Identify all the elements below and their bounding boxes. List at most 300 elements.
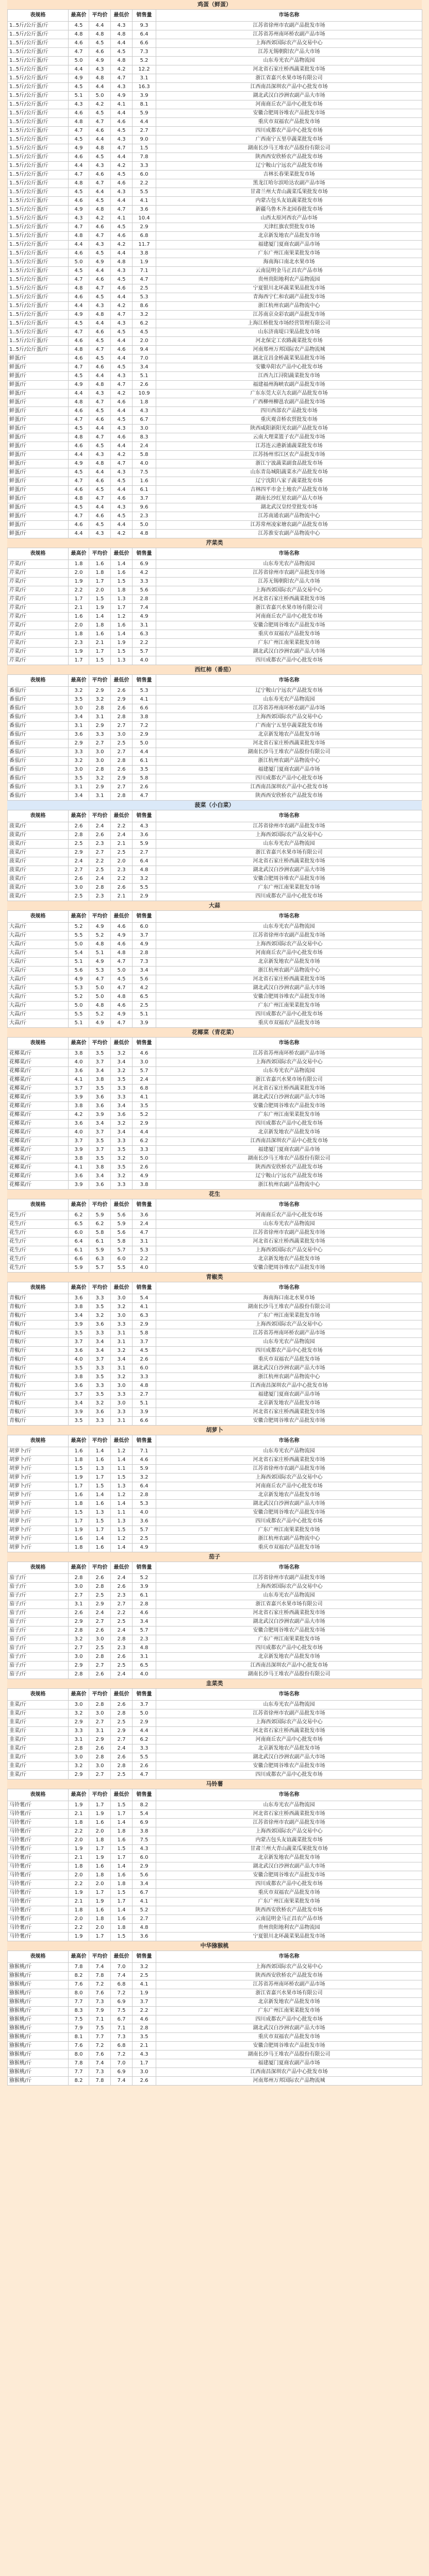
column-header: 销售量 — [133, 1038, 156, 1049]
market-cell: 安徽合肥周谷堆农产品批发市场 — [156, 1264, 422, 1273]
value-cell: 4.8 — [89, 940, 111, 949]
spec-cell: 番茄/斤 — [8, 713, 69, 722]
market-cell: 河南商丘农产品中心批发市场 — [156, 613, 422, 621]
market-cell: 山东寿光农产品物流园 — [156, 840, 422, 849]
spec-cell: 青椒/斤 — [8, 1364, 69, 1373]
value-cell: 2.7 — [69, 866, 89, 875]
price-section — [7, 665, 422, 801]
market-cell: 河北省石家庄桥西蔬菜批发市场 — [156, 857, 422, 866]
value-cell: 3.0 — [69, 1583, 89, 1591]
value-cell: 2.9 — [133, 892, 156, 901]
value-cell: 3.7 — [89, 1355, 111, 1364]
spec-cell: 大蒜/斤 — [8, 1019, 69, 1028]
value-cell: 2.8 — [111, 713, 133, 722]
spec-cell: 青椒/斤 — [8, 1408, 69, 1417]
market-cell: 广西南宁五里亭蔬菜批发市场 — [156, 722, 422, 731]
spec-cell: 菠菜/斤 — [8, 857, 69, 866]
table-row — [8, 153, 422, 162]
table-row — [8, 346, 422, 354]
value-cell: 1.6 — [133, 477, 156, 486]
value-cell: 4.4 — [69, 389, 89, 398]
table-row — [8, 39, 422, 48]
value-cell: 1.8 — [69, 1906, 89, 1915]
spec-cell: 1..5斤/公斤蛋/斤 — [8, 109, 69, 118]
value-cell: 4.3 — [89, 65, 111, 74]
price-table — [7, 1562, 422, 1679]
table-row — [8, 1382, 422, 1391]
column-header: 最低价 — [111, 1199, 133, 1211]
market-cell: 四川成都农产品中心批发市场 — [156, 1880, 422, 1889]
value-cell: 4.5 — [111, 477, 133, 486]
table-row — [8, 1137, 422, 1146]
value-cell: 2.5 — [111, 739, 133, 748]
value-cell: 3.7 — [89, 1128, 111, 1137]
value-cell: 7.6 — [89, 1989, 111, 1998]
value-cell: 5.0 — [111, 967, 133, 975]
table-row — [8, 1906, 422, 1915]
value-cell: 4.4 — [111, 197, 133, 206]
value-cell: 2.2 — [69, 1880, 89, 1889]
spec-cell: 1..5斤/公斤蛋/斤 — [8, 267, 69, 276]
market-cell: 四川成都农产品中心批发市场 — [156, 656, 422, 665]
value-cell: 7.9 — [69, 2024, 89, 2033]
market-cell: 广东广州江南果菜批发市场 — [156, 1111, 422, 1120]
column-header: 最低价 — [111, 548, 133, 560]
value-cell: 4.7 — [133, 1229, 156, 1238]
table-row — [8, 2007, 422, 2015]
table-row — [8, 639, 422, 648]
spec-cell: 马铃薯/斤 — [8, 1897, 69, 1906]
section-title: 青椒类 — [7, 1273, 422, 1282]
value-cell: 3.3 — [111, 1181, 133, 1190]
value-cell: 5.7 — [133, 1526, 156, 1535]
value-cell: 3.2 — [111, 1347, 133, 1355]
value-cell: 4.8 — [133, 1382, 156, 1391]
value-cell: 4.8 — [133, 1924, 156, 1933]
table-row — [8, 687, 422, 696]
spec-cell: 大蒜/斤 — [8, 1010, 69, 1019]
spec-cell: 鲜蛋/斤 — [8, 433, 69, 442]
value-cell: 4.4 — [111, 486, 133, 495]
table-row — [8, 477, 422, 486]
value-cell: 3.5 — [69, 1364, 89, 1373]
market-cell: 江苏南通农副产品物流中心 — [156, 512, 422, 521]
value-cell: 2.4 — [133, 1076, 156, 1084]
value-cell: 4.4 — [69, 65, 89, 74]
value-cell: 4.3 — [89, 389, 111, 398]
value-cell: 3.3 — [111, 1137, 133, 1146]
value-cell: 4.6 — [89, 477, 111, 486]
market-cell: 辽宁鞍山宁远农产品批发市场 — [156, 162, 422, 171]
value-cell: 6.5 — [133, 1662, 156, 1670]
value-cell: 4.1 — [111, 100, 133, 109]
value-cell: 6.6 — [133, 1417, 156, 1426]
table-row — [8, 831, 422, 840]
value-cell: 4.5 — [89, 197, 111, 206]
value-cell: 5.8 — [133, 1329, 156, 1338]
spec-cell: 鲜蛋/斤 — [8, 416, 69, 425]
spec-cell: 马铃薯/斤 — [8, 1880, 69, 1889]
section-title: 马铃薯 — [7, 1780, 422, 1789]
value-cell: 1.6 — [111, 1836, 133, 1845]
value-cell: 4.3 — [89, 241, 111, 249]
value-cell: 2.9 — [69, 1718, 89, 1727]
value-cell: 3.4 — [111, 1355, 133, 1364]
table-row — [8, 2077, 422, 2086]
market-cell: 重庆市双福农产品批发市场 — [156, 2033, 422, 2042]
value-cell: 1.7 — [89, 578, 111, 586]
spec-cell: 鲜蛋/斤 — [8, 442, 69, 451]
spec-cell: 1..5斤/公斤蛋/斤 — [8, 284, 69, 293]
value-cell: 4.9 — [111, 1010, 133, 1019]
value-cell: 2.8 — [69, 1670, 89, 1679]
value-cell: 1.6 — [111, 1871, 133, 1880]
market-cell: 浙江杭州农副产品物流中心 — [156, 302, 422, 311]
value-cell: 4.1 — [111, 214, 133, 223]
value-cell: 4.4 — [111, 109, 133, 118]
market-cell: 上海西郊国际农产品交易中心 — [156, 831, 422, 840]
market-cell: 湖南长沙红星农副产品大市场 — [156, 495, 422, 503]
value-cell: 4.4 — [133, 1727, 156, 1736]
table-row — [8, 206, 422, 214]
value-cell: 4.8 — [133, 530, 156, 538]
value-cell: 4.4 — [89, 372, 111, 381]
market-cell: 贵州贵阳地利农产品物流园 — [156, 276, 422, 284]
market-cell: 河北省石家庄桥西蔬菜批发市场 — [156, 65, 422, 74]
value-cell: 4.7 — [69, 477, 89, 486]
value-cell: 4.4 — [111, 293, 133, 302]
value-cell: 1.8 — [69, 1544, 89, 1552]
value-cell: 2.8 — [89, 766, 111, 774]
value-cell: 1.6 — [89, 1906, 111, 1915]
section-title: 韭菜类 — [7, 1679, 422, 1688]
value-cell: 3.8 — [89, 1076, 111, 1084]
price-section — [7, 1028, 422, 1190]
market-cell: 广东广州江南果菜批发市场 — [156, 1635, 422, 1644]
value-cell: 4.6 — [89, 512, 111, 521]
market-cell: 上海西郊国际农产品交易中心 — [156, 1320, 422, 1329]
section-title: 花生 — [7, 1190, 422, 1199]
value-cell: 6.9 — [111, 2068, 133, 2077]
value-cell: 1.7 — [89, 648, 111, 656]
table-row — [8, 302, 422, 311]
value-cell: 4.6 — [89, 127, 111, 135]
spec-cell: 韭菜/斤 — [8, 1701, 69, 1709]
spec-cell: 鲜蛋/斤 — [8, 521, 69, 530]
value-cell: 2.9 — [69, 739, 89, 748]
value-cell: 16.3 — [133, 83, 156, 92]
table-row — [8, 958, 422, 967]
value-cell: 2.6 — [111, 704, 133, 713]
value-cell: 6.2 — [133, 1137, 156, 1146]
table-row — [8, 875, 422, 884]
value-cell: 6.1 — [89, 1238, 111, 1246]
spec-cell: 马铃薯/斤 — [8, 1801, 69, 1810]
table-row — [8, 1762, 422, 1771]
value-cell: 3.2 — [69, 757, 89, 766]
value-cell: 3.3 — [89, 1382, 111, 1391]
market-cell: 湖南长沙马王堆农产品股份有限公司 — [156, 1670, 422, 1679]
table-row — [8, 1653, 422, 1662]
market-cell: 北京新发地农产品批发市场 — [156, 1744, 422, 1753]
value-cell: 5.0 — [69, 1002, 89, 1010]
value-cell: 5.1 — [69, 958, 89, 967]
column-header: 市场名称 — [156, 1199, 422, 1211]
value-cell: 3.3 — [89, 1294, 111, 1303]
value-cell: 1.5 — [89, 595, 111, 604]
market-cell: 北京新发地农产品批发市场 — [156, 1854, 422, 1862]
spec-cell: 1..5斤/公斤蛋/斤 — [8, 74, 69, 83]
value-cell: 3.0 — [111, 1294, 133, 1303]
spec-cell: 鲜蛋/斤 — [8, 372, 69, 381]
market-cell: 河南商丘农产品中心批发市场 — [156, 1736, 422, 1744]
table-row — [8, 1736, 422, 1744]
value-cell: 5.1 — [89, 949, 111, 958]
table-row — [8, 381, 422, 389]
market-cell: 安徽合肥周谷堆农产品批发市场 — [156, 1102, 422, 1111]
value-cell: 2.0 — [89, 1924, 111, 1933]
spec-cell: 番茄/斤 — [8, 748, 69, 757]
value-cell: 3.1 — [111, 1329, 133, 1338]
market-cell: 安徽合肥周谷堆农产品批发市场 — [156, 2042, 422, 2050]
table-row — [8, 1924, 422, 1933]
column-header: 最低价 — [111, 911, 133, 923]
value-cell: 4.6 — [111, 923, 133, 931]
value-cell: 3.2 — [111, 1303, 133, 1312]
value-cell: 4.6 — [69, 442, 89, 451]
table-row — [8, 731, 422, 739]
value-cell: 1.5 — [111, 1933, 133, 1941]
table-row — [8, 1347, 422, 1355]
price-section — [7, 1679, 422, 1780]
value-cell: 1.6 — [111, 569, 133, 578]
market-cell: 四川成都农产品中心批发市场 — [156, 892, 422, 901]
market-cell: 四川成都农产品中心批发市场 — [156, 1517, 422, 1526]
table-row — [8, 1626, 422, 1635]
spec-cell: 1..5斤/公斤蛋/斤 — [8, 188, 69, 197]
market-cell: 湖南长沙马王堆农产品股份有限公司 — [156, 748, 422, 757]
value-cell: 3.1 — [111, 1338, 133, 1347]
value-cell: 5.7 — [133, 1067, 156, 1076]
spec-cell: 芹菜/斤 — [8, 604, 69, 613]
value-cell: 4.6 — [133, 1609, 156, 1618]
spec-cell: 芹菜/斤 — [8, 630, 69, 639]
spec-cell: 鲜蛋/斤 — [8, 425, 69, 433]
spec-cell: 茄子/斤 — [8, 1591, 69, 1600]
value-cell: 4.8 — [69, 232, 89, 241]
market-cell: 河北省石家庄桥西蔬菜批发市场 — [156, 1727, 422, 1736]
table-row — [8, 328, 422, 337]
value-cell: 1.7 — [69, 656, 89, 665]
market-cell: 四川成都农产品中心批发市场 — [156, 1010, 422, 1019]
value-cell: 3.2 — [89, 774, 111, 783]
spec-cell: 马铃薯/斤 — [8, 1836, 69, 1845]
market-cell: 黑龙江哈尔滨哈达农副产品市场 — [156, 179, 422, 188]
section-title: 芹菜类 — [7, 538, 422, 548]
value-cell: 9.4 — [133, 346, 156, 354]
table-row — [8, 179, 422, 188]
table-row — [8, 1312, 422, 1320]
spec-cell: 胡萝卜/斤 — [8, 1482, 69, 1491]
spec-cell: 鲜蛋/斤 — [8, 354, 69, 363]
column-header: 最高价 — [69, 1951, 89, 1963]
value-cell: 4.3 — [111, 503, 133, 512]
market-cell: 江苏省徐州市农副产品批发市场 — [156, 931, 422, 940]
value-cell: 2.6 — [111, 766, 133, 774]
price-section — [7, 1780, 422, 1941]
spec-cell: 鲜蛋/斤 — [8, 407, 69, 416]
value-cell: 10.9 — [133, 389, 156, 398]
spec-cell: 茄子/斤 — [8, 1600, 69, 1609]
spec-cell: 韭菜/斤 — [8, 1718, 69, 1727]
value-cell: 4.7 — [111, 74, 133, 83]
value-cell: 1.7 — [111, 1810, 133, 1819]
table-row — [8, 1102, 422, 1111]
value-cell: 7.4 — [111, 1972, 133, 1980]
value-cell: 4.8 — [89, 30, 111, 39]
table-row — [8, 630, 422, 639]
column-header: 表规格 — [8, 1038, 69, 1049]
market-cell: 江苏省徐州市农副产品批发市场 — [156, 22, 422, 30]
value-cell: 2.7 — [133, 127, 156, 135]
table-row — [8, 2042, 422, 2050]
value-cell: 3.4 — [89, 1067, 111, 1076]
spec-cell: 猕猴桃/斤 — [8, 1989, 69, 1998]
market-cell: 湖南长沙马王堆农产品股份有限公司 — [156, 2050, 422, 2059]
value-cell: 4.7 — [89, 975, 111, 984]
value-cell: 8.3 — [133, 433, 156, 442]
spec-cell: 花椰菜/斤 — [8, 1155, 69, 1163]
value-cell: 2.6 — [111, 1753, 133, 1762]
value-cell: 2.6 — [89, 1626, 111, 1635]
value-cell: 2.9 — [133, 1718, 156, 1727]
market-cell: 湖北武汉白沙洲农副产品大市场 — [156, 1753, 422, 1762]
value-cell: 1.8 — [69, 1500, 89, 1509]
value-cell: 4.7 — [111, 311, 133, 319]
spec-cell: 胡萝卜/斤 — [8, 1447, 69, 1456]
spec-cell: 猕猴桃/斤 — [8, 2077, 69, 2086]
value-cell: 3.2 — [133, 311, 156, 319]
table-row — [8, 884, 422, 892]
market-cell: 江西南昌深圳农产品中心批发市场 — [156, 83, 422, 92]
value-cell: 4.4 — [69, 302, 89, 311]
value-cell: 1.3 — [111, 656, 133, 665]
spec-cell: 番茄/斤 — [8, 774, 69, 783]
value-cell: 3.1 — [133, 621, 156, 630]
value-cell: 1.4 — [111, 630, 133, 639]
table-row — [8, 569, 422, 578]
table-row — [8, 337, 422, 346]
table-row — [8, 1465, 422, 1473]
value-cell: 6.7 — [133, 416, 156, 425]
value-cell: 4.5 — [89, 109, 111, 118]
spec-cell: 菠菜/斤 — [8, 840, 69, 849]
value-cell: 4.4 — [111, 249, 133, 258]
value-cell: 1.7 — [69, 1517, 89, 1526]
spec-cell: 马铃薯/斤 — [8, 1906, 69, 1915]
value-cell: 3.7 — [69, 1338, 89, 1347]
price-section — [7, 1552, 422, 1679]
table-row — [8, 613, 422, 621]
value-cell: 5.3 — [133, 687, 156, 696]
value-cell: 7.1 — [89, 2015, 111, 2024]
value-cell: 1.9 — [69, 648, 89, 656]
section-title: 茄子 — [7, 1552, 422, 1562]
value-cell: 4.9 — [133, 1172, 156, 1181]
value-cell: 4.3 — [133, 407, 156, 416]
value-cell: 3.9 — [89, 1111, 111, 1120]
value-cell: 2.6 — [111, 1583, 133, 1591]
column-header: 表规格 — [8, 548, 69, 560]
value-cell: 4.3 — [89, 162, 111, 171]
table-row — [8, 1963, 422, 1972]
price-table — [7, 1789, 422, 1941]
spec-cell: 芹菜/斤 — [8, 560, 69, 569]
table-row — [8, 1181, 422, 1190]
value-cell: 6.3 — [89, 1255, 111, 1264]
value-cell: 1.8 — [111, 1924, 133, 1933]
spec-cell: 大蒜/斤 — [8, 940, 69, 949]
table-row — [8, 1246, 422, 1255]
value-cell: 3.4 — [69, 1312, 89, 1320]
spec-cell: 花椰菜/斤 — [8, 1067, 69, 1076]
value-cell: 4.8 — [89, 74, 111, 83]
value-cell: 3.6 — [69, 1067, 89, 1076]
market-cell: 海南海口南北水果市场 — [156, 258, 422, 267]
value-cell: 4.6 — [111, 1002, 133, 1010]
value-cell: 3.0 — [69, 704, 89, 713]
value-cell: 3.1 — [111, 1417, 133, 1426]
value-cell: 1.7 — [89, 1473, 111, 1482]
table-row — [8, 1355, 422, 1364]
value-cell: 4.8 — [89, 206, 111, 214]
table-row — [8, 83, 422, 92]
spec-cell: 韭菜/斤 — [8, 1771, 69, 1780]
table-row — [8, 74, 422, 83]
market-cell: 湖北武汉白沙洲农副产品大市场 — [156, 1862, 422, 1871]
value-cell: 2.6 — [111, 1701, 133, 1709]
value-cell: 1.6 — [69, 613, 89, 621]
value-cell: 6.0 — [133, 923, 156, 931]
value-cell: 3.0 — [69, 1701, 89, 1709]
value-cell: 4.5 — [133, 1347, 156, 1355]
value-cell: 3.2 — [69, 687, 89, 696]
table-row — [8, 857, 422, 866]
spec-cell: 猕猴桃/斤 — [8, 1980, 69, 1989]
value-cell: 1.8 — [69, 1456, 89, 1465]
value-cell: 2.8 — [89, 1583, 111, 1591]
value-cell: 4.3 — [89, 530, 111, 538]
value-cell: 6.7 — [133, 1889, 156, 1897]
spec-cell: 花椰菜/斤 — [8, 1102, 69, 1111]
table-row — [8, 118, 422, 127]
value-cell: 2.5 — [69, 840, 89, 849]
spec-cell: 菠菜/斤 — [8, 884, 69, 892]
value-cell: 7.5 — [89, 2024, 111, 2033]
spec-cell: 茄子/斤 — [8, 1635, 69, 1644]
value-cell: 5.8 — [89, 1229, 111, 1238]
column-header: 市场名称 — [156, 675, 422, 687]
table-row — [8, 766, 422, 774]
value-cell: 2.9 — [133, 731, 156, 739]
value-cell: 10.4 — [133, 214, 156, 223]
table-row — [8, 1526, 422, 1535]
spec-cell: 青椒/斤 — [8, 1320, 69, 1329]
value-cell: 2.4 — [111, 831, 133, 840]
spec-cell: 大蒜/斤 — [8, 993, 69, 1002]
value-cell: 4.7 — [111, 1019, 133, 1028]
value-cell: 1.8 — [69, 630, 89, 639]
